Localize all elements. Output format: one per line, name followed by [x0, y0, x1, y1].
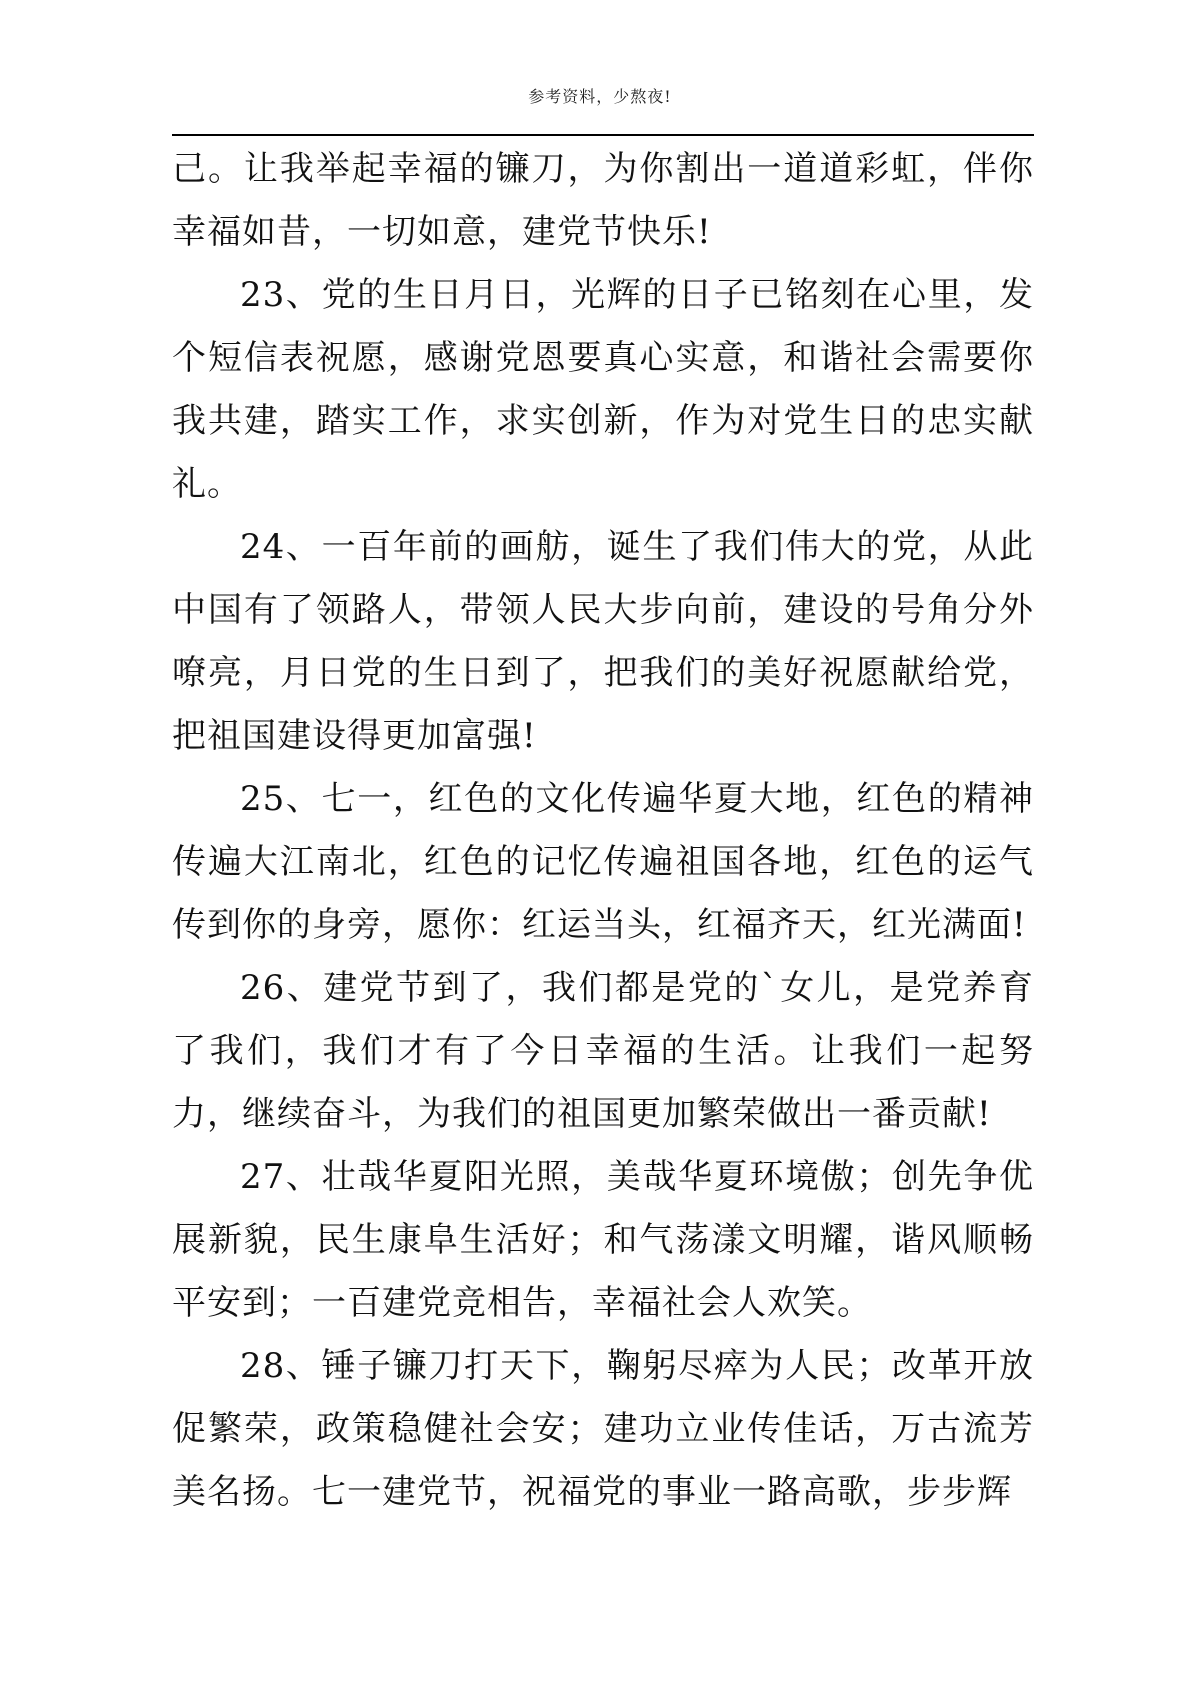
document-body	[172, 138, 1034, 1524]
paragraph: 23、党的生日月日，光辉的日子已铭刻在心里，发个短信表祝愿，感谢党恩要真心实意，和谐社会需要你我共建，踏实工作，求实创新，作为对党生日的忠实献礼。	[172, 275, 1034, 504]
header-divider	[172, 134, 1034, 136]
paragraph: 28、锤子镰刀打天下，鞠躬尽瘁为人民；改革开放促繁荣，政策稳健社会安；建功立业传佳话，万古流芳美名扬。七一建党节，祝福党的事业一路高歌，步步辉	[172, 1346, 1034, 1512]
paragraph: 27、壮哉华夏阳光照，美哉华夏环境傲；创先争优展新貌，民生康阜生活好；和气荡漾文明耀，谐风顺畅平安到；一百建党竞相告，幸福社会人欢笑。	[172, 1157, 1034, 1323]
page-header: 参考资料，少熬夜!	[528, 87, 672, 106]
paragraph: 26、建党节到了，我们都是党的`女儿，是党养育了我们，我们才有了今日幸福的生活。让我们一起努力，继续奋斗，为我们的祖国更加繁荣做出一番贡献!	[172, 968, 1034, 1134]
paragraph: 己。让我举起幸福的镰刀，为你割出一道道彩虹，伴你幸福如昔，一切如意，建党节快乐!	[172, 149, 1034, 252]
paragraph: 25、七一，红色的文化传遍华夏大地，红色的精神传遍大江南北，红色的记忆传遍祖国各地，红色的运气传到你的身旁，愿你：红运当头，红福齐天，红光满面!	[172, 779, 1034, 945]
paragraph: 24、一百年前的画舫，诞生了我们伟大的党，从此中国有了领路人，带领人民大步向前，建设的号角分外嘹亮，月日党的生日到了，把我们的美好祝愿献给党，把祖国建设得更加富强!	[172, 527, 1034, 756]
